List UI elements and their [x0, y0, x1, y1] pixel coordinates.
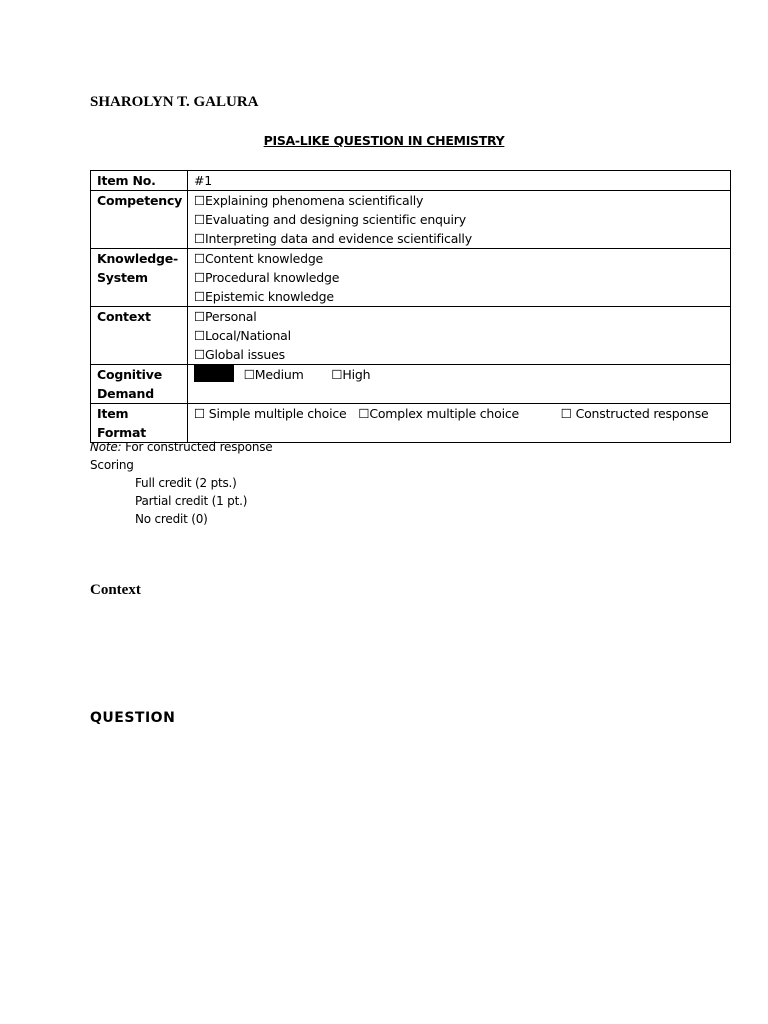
format-option-constructed[interactable]: ☐ Constructed response [560, 406, 709, 421]
redaction-box [194, 365, 234, 382]
competency-option[interactable]: ☐Explaining phenomena scientifically [194, 193, 424, 208]
format-option-complex[interactable]: ☐Complex multiple choice [358, 406, 520, 421]
cognitive-label-line1: Cognitive [97, 367, 162, 382]
knowledge-options [188, 249, 731, 307]
author-name: SHAROLYN T. GALURA [90, 94, 259, 110]
row-item-format [91, 404, 731, 443]
no-credit: No credit (0) [135, 512, 208, 526]
cognitive-label [91, 365, 188, 404]
cognitive-label-line2: Demand [97, 386, 154, 401]
row-knowledge [91, 249, 731, 307]
document-title-row [0, 132, 768, 150]
document-title: PISA-LIKE QUESTION IN CHEMISTRY [263, 133, 505, 148]
row-cognitive-demand [91, 365, 731, 404]
item-no-label: Item No. [91, 171, 188, 191]
cognitive-option-high[interactable]: ☐High [331, 367, 371, 382]
scoring-label: Scoring [90, 458, 134, 472]
row-item-no [91, 171, 731, 191]
item-no-value: #1 [188, 171, 731, 191]
knowledge-label-line1: Knowledge- [97, 251, 179, 266]
knowledge-option[interactable]: ☐Content knowledge [194, 251, 324, 266]
knowledge-option[interactable]: ☐Epistemic knowledge [194, 289, 334, 304]
competency-option[interactable]: ☐Evaluating and designing scientific enquiry [194, 212, 466, 227]
partial-credit: Partial credit (1 pt.) [135, 494, 248, 508]
knowledge-option[interactable]: ☐Procedural knowledge [194, 270, 340, 285]
question-heading: QUESTION [90, 710, 176, 726]
cognitive-option-medium[interactable]: ☐Medium [243, 367, 304, 382]
item-format-label: Item Format [91, 404, 188, 443]
item-spec-table [90, 170, 731, 443]
row-competency [91, 191, 731, 249]
context-option[interactable]: ☐Global issues [194, 347, 285, 362]
context-option[interactable]: ☐Personal [194, 309, 257, 324]
item-format-options [188, 404, 731, 443]
context-label: Context [91, 307, 188, 365]
context-options [188, 307, 731, 365]
note-text: For constructed response [121, 440, 273, 454]
note-line [90, 438, 273, 456]
competency-options [188, 191, 731, 249]
knowledge-label [91, 249, 188, 307]
full-credit: Full credit (2 pts.) [135, 476, 237, 490]
competency-option[interactable]: ☐Interpreting data and evidence scientifically [194, 231, 472, 246]
format-option-simple[interactable]: ☐ Simple multiple choice [194, 406, 347, 421]
context-option[interactable]: ☐Local/National [194, 328, 291, 343]
knowledge-label-line2: System [97, 270, 148, 285]
cognitive-options [188, 365, 731, 404]
context-heading: Context [90, 582, 141, 598]
row-context [91, 307, 731, 365]
competency-label: Competency [91, 191, 188, 249]
note-prefix: Note: [90, 440, 122, 454]
scoring-note [90, 438, 273, 528]
